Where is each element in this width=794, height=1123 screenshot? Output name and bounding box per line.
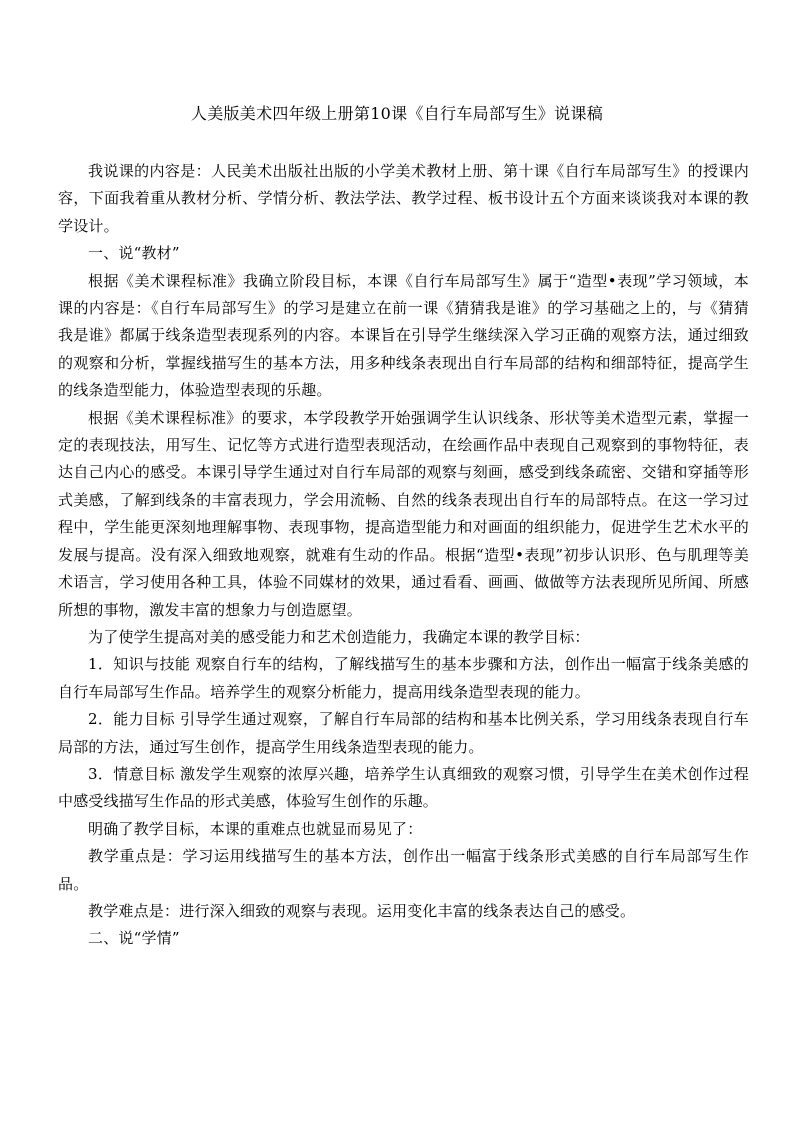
goal-emotion: 3．情意目标 激发学生观察的浓厚兴趣，培养学生认真细致的观察习惯，引导学生在美术创作过程中感受线描写生作品的形式美感，体验写生创作的乐趣。: [58, 764, 749, 811]
section-heading-textbook: 一、说“教材”: [88, 244, 180, 263]
paragraph-difficult-point: 教学难点是：进行深入细致的观察与表现。运用变化丰富的线条表达自己的感受。: [88, 901, 636, 920]
paragraph-textbook-1: 根据《美术课程标准》我确立阶段目标，本课《自行车局部写生》属于“造型•表现”学习领域，本课的内容是：《自行车局部写生》的学习是建立在前一课《猜猜我是谁》的学习基础之上的，与《猜猜我是谁》都属于线条造型表现系列的内容。本课旨在引导学生继续深入学习正确的观察方法，通过细致的观察和分析，掌握线描写生的基本方法，用多种线条表现出自行车局部的结构和细部特征，提高学生的线条造型能力，体验造型表现的乐趣。: [58, 271, 749, 400]
section-heading-students: 二、说“学情”: [88, 929, 180, 948]
paragraph-intro: 我说课的内容是：人民美术出版社出版的小学美术教材上册、第十课《自行车局部写生》的授课内容，下面我着重从教材分析、学情分析、教法学法、教学过程、板书设计五个方面来谈谈我对本课的教学设计。: [58, 162, 749, 235]
paragraph-textbook-2: 根据《美术课程标准》的要求，本学段教学开始强调学生认识线条、形状等美术造型元素，掌握一定的表现技法，用写生、记忆等方式进行造型表现活动，在绘画作品中表现自己观察到的事物特征，表达自己内心的感受。本课引导学生通过对自行车局部的观察与刻画，感受到线条疏密、交错和穿插等形式美感，了解到线条的丰富表现力，学会用流畅、自然的线条表现出自行车的局部特点。在这一学习过程中，学生能更深刻地理解事物、表现事物，提高造型能力和对画面的组织能力，促进学生艺术水平的发展与提高。没有深入细致地观察，就难有生动的作品。根据“造型•表现”初步认识形、色与肌理等美术语言，学习使用各种工具，体验不同媒材的效果，通过看看、画画、做做等方法表现所见所闻、所感所想的事物，激发丰富的想象力与创造愿望。: [58, 408, 749, 619]
document-title: 人美版美术四年级上册第10课《自行车局部写生》说课稿: [190, 104, 604, 123]
goal-knowledge-skills: 1．知识与技能 观察自行车的结构，了解线描写生的基本步骤和方法，创作出一幅富于线条美感的自行车局部写生作品。培养学生的观察分析能力，提高用线条造型表现的能力。: [58, 655, 749, 701]
document-body: [58, 158, 749, 953]
goal-ability: 2．能力目标 引导学生通过观察，了解自行车局部的结构和基本比例关系，学习用线条表现自行车局部的方法，通过写生创作，提高学生用线条造型表现的能力。: [58, 710, 749, 756]
paragraph-key-points-intro: 明确了教学目标，本课的重难点也就显而易见了：: [88, 819, 423, 838]
paragraph-key-point: 教学重点是：学习运用线描写生的基本方法，创作出一幅富于线条形式美感的自行车局部写生作品。: [58, 847, 749, 893]
paragraph-goals-intro: 为了使学生提高对美的感受能力和艺术创造能力，我确定本课的教学目标：: [88, 627, 590, 646]
